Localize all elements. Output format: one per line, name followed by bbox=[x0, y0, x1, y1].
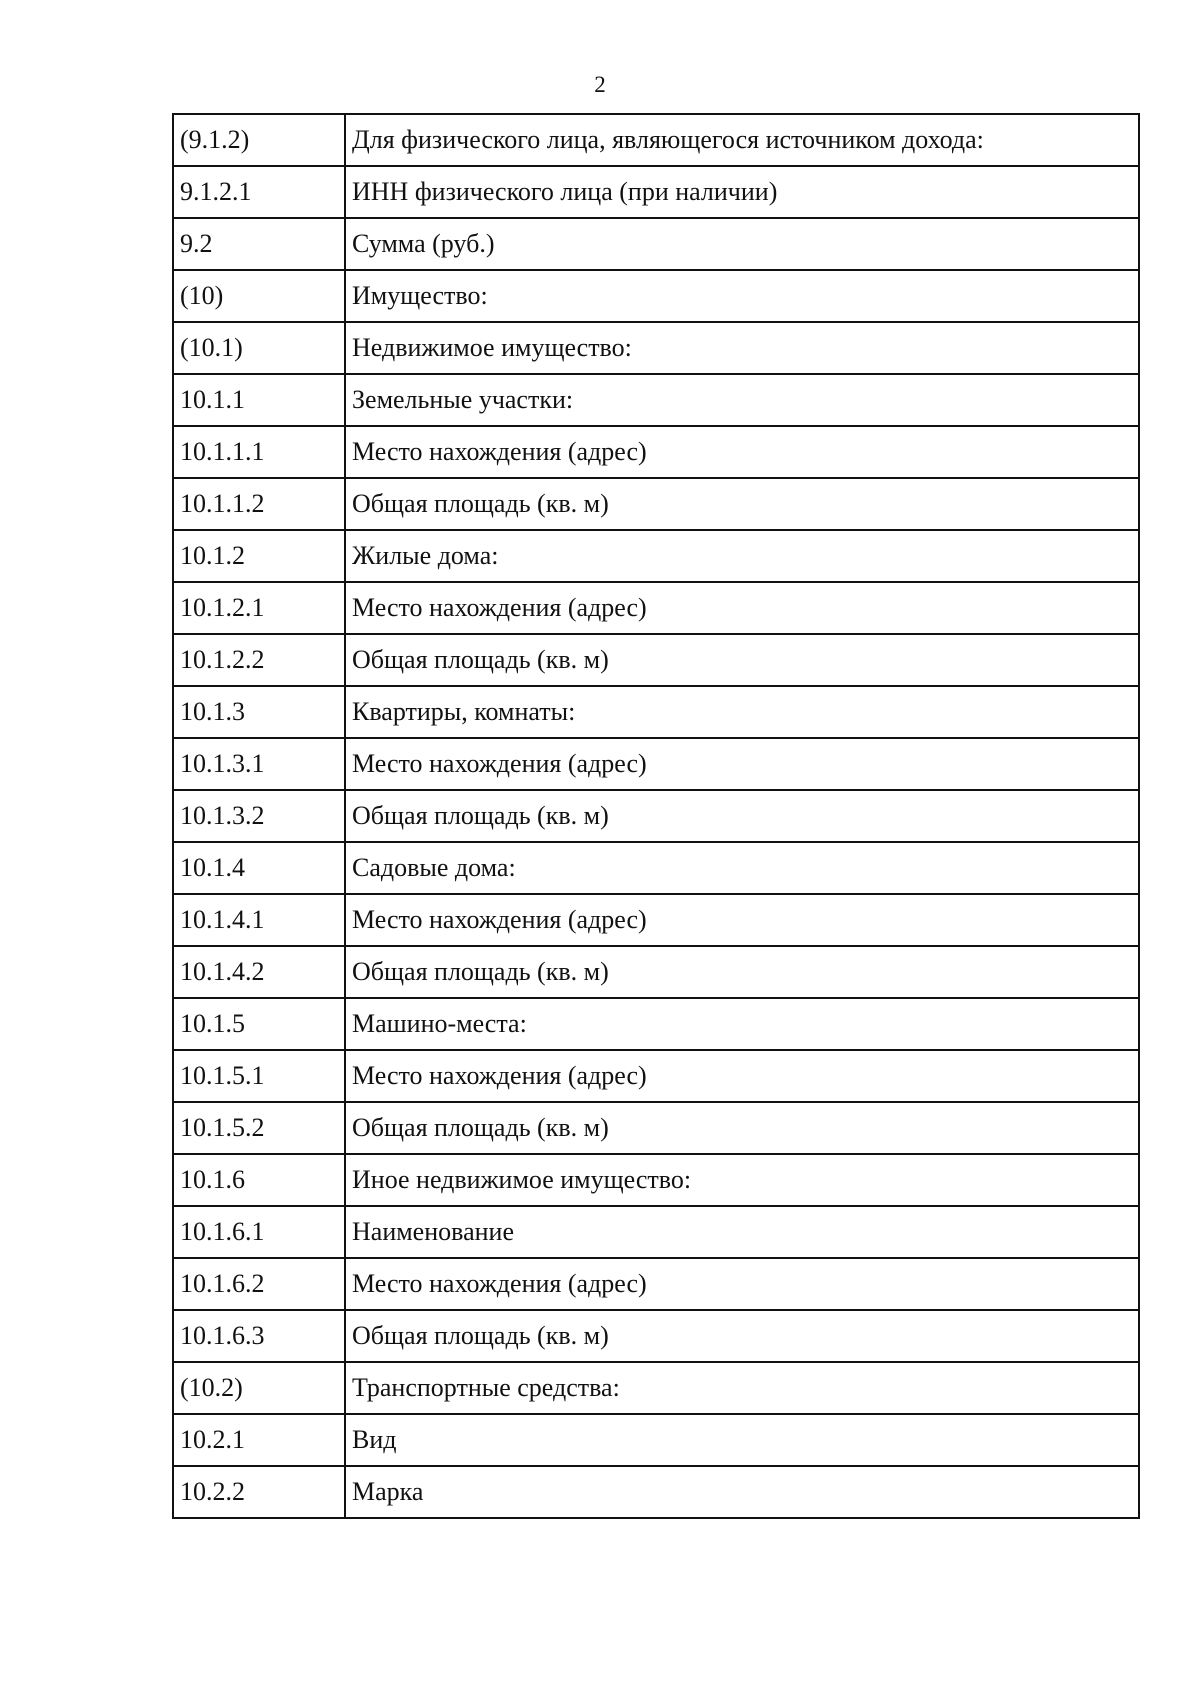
row-code-cell: 10.1.3.1 bbox=[173, 738, 345, 790]
table-row bbox=[173, 270, 1139, 322]
table-row bbox=[173, 790, 1139, 842]
table-row bbox=[173, 478, 1139, 530]
table-row bbox=[173, 218, 1139, 270]
row-code-cell: 10.1.6.1 bbox=[173, 1206, 345, 1258]
row-code-cell: 10.1.5 bbox=[173, 998, 345, 1050]
page-number: 2 bbox=[594, 72, 606, 97]
row-code-cell: 10.1.1 bbox=[173, 374, 345, 426]
row-label-cell: Место нахождения (адрес) bbox=[345, 1258, 1139, 1310]
row-code-cell: (10.2) bbox=[173, 1362, 345, 1414]
row-code-cell: 10.1.5.1 bbox=[173, 1050, 345, 1102]
table-row bbox=[173, 1310, 1139, 1362]
row-label-cell: Место нахождения (адрес) bbox=[345, 894, 1139, 946]
table-row bbox=[173, 582, 1139, 634]
row-label-cell: Общая площадь (кв. м) bbox=[345, 946, 1139, 998]
row-label-cell: Земельные участки: bbox=[345, 374, 1139, 426]
row-code-cell: (10) bbox=[173, 270, 345, 322]
table-row bbox=[173, 322, 1139, 374]
row-code-cell: (9.1.2) bbox=[173, 114, 345, 166]
row-label-cell: Садовые дома: bbox=[345, 842, 1139, 894]
row-label-cell: Квартиры, комнаты: bbox=[345, 686, 1139, 738]
table-row bbox=[173, 114, 1139, 166]
row-label-cell: Общая площадь (кв. м) bbox=[345, 634, 1139, 686]
row-code-cell: 10.1.2 bbox=[173, 530, 345, 582]
row-label-cell: Машино-места: bbox=[345, 998, 1139, 1050]
row-label-cell: Место нахождения (адрес) bbox=[345, 738, 1139, 790]
row-label-cell: Иное недвижимое имущество: bbox=[345, 1154, 1139, 1206]
row-code-cell: 10.1.6.3 bbox=[173, 1310, 345, 1362]
row-label-cell: Марка bbox=[345, 1466, 1139, 1518]
row-code-cell: 10.1.3.2 bbox=[173, 790, 345, 842]
row-code-cell: 10.2.2 bbox=[173, 1466, 345, 1518]
row-code-cell: 10.1.2.2 bbox=[173, 634, 345, 686]
table-row bbox=[173, 686, 1139, 738]
row-label-cell: Вид bbox=[345, 1414, 1139, 1466]
table-row bbox=[173, 1258, 1139, 1310]
row-label-cell: Место нахождения (адрес) bbox=[345, 1050, 1139, 1102]
row-label-cell: Недвижимое имущество: bbox=[345, 322, 1139, 374]
table-row bbox=[173, 426, 1139, 478]
table-row bbox=[173, 1362, 1139, 1414]
table-row bbox=[173, 634, 1139, 686]
row-code-cell: 10.1.4.2 bbox=[173, 946, 345, 998]
row-code-cell: 10.1.6 bbox=[173, 1154, 345, 1206]
row-label-cell: Общая площадь (кв. м) bbox=[345, 1310, 1139, 1362]
table-row bbox=[173, 374, 1139, 426]
table-row bbox=[173, 842, 1139, 894]
row-label-cell: Наименование bbox=[345, 1206, 1139, 1258]
row-label-cell: Место нахождения (адрес) bbox=[345, 426, 1139, 478]
row-label-cell: ИНН физического лица (при наличии) bbox=[345, 166, 1139, 218]
row-code-cell: 10.1.5.2 bbox=[173, 1102, 345, 1154]
row-code-cell: (10.1) bbox=[173, 322, 345, 374]
row-code-cell: 10.1.4 bbox=[173, 842, 345, 894]
table-body bbox=[173, 114, 1139, 1518]
row-label-cell: Имущество: bbox=[345, 270, 1139, 322]
row-label-cell: Жилые дома: bbox=[345, 530, 1139, 582]
row-label-cell: Место нахождения (адрес) bbox=[345, 582, 1139, 634]
table-row bbox=[173, 1206, 1139, 1258]
row-code-cell: 10.1.6.2 bbox=[173, 1258, 345, 1310]
table-row bbox=[173, 1414, 1139, 1466]
table-row bbox=[173, 1102, 1139, 1154]
table-row bbox=[173, 894, 1139, 946]
table-row bbox=[173, 1466, 1139, 1518]
table-row bbox=[173, 530, 1139, 582]
row-code-cell: 10.1.2.1 bbox=[173, 582, 345, 634]
row-label-cell: Сумма (руб.) bbox=[345, 218, 1139, 270]
row-code-cell: 10.2.1 bbox=[173, 1414, 345, 1466]
table-row bbox=[173, 946, 1139, 998]
table-row bbox=[173, 166, 1139, 218]
form-table bbox=[172, 113, 1140, 1519]
table-row bbox=[173, 998, 1139, 1050]
row-label-cell: Общая площадь (кв. м) bbox=[345, 1102, 1139, 1154]
row-code-cell: 9.2 bbox=[173, 218, 345, 270]
table-row bbox=[173, 738, 1139, 790]
row-code-cell: 10.1.1.1 bbox=[173, 426, 345, 478]
row-code-cell: 10.1.3 bbox=[173, 686, 345, 738]
row-label-cell: Для физического лица, являющегося источником дохода: bbox=[345, 114, 1139, 166]
row-label-cell: Транспортные средства: bbox=[345, 1362, 1139, 1414]
row-code-cell: 10.1.4.1 bbox=[173, 894, 345, 946]
table-row bbox=[173, 1050, 1139, 1102]
row-label-cell: Общая площадь (кв. м) bbox=[345, 478, 1139, 530]
row-code-cell: 9.1.2.1 bbox=[173, 166, 345, 218]
table-row bbox=[173, 1154, 1139, 1206]
row-label-cell: Общая площадь (кв. м) bbox=[345, 790, 1139, 842]
row-code-cell: 10.1.1.2 bbox=[173, 478, 345, 530]
